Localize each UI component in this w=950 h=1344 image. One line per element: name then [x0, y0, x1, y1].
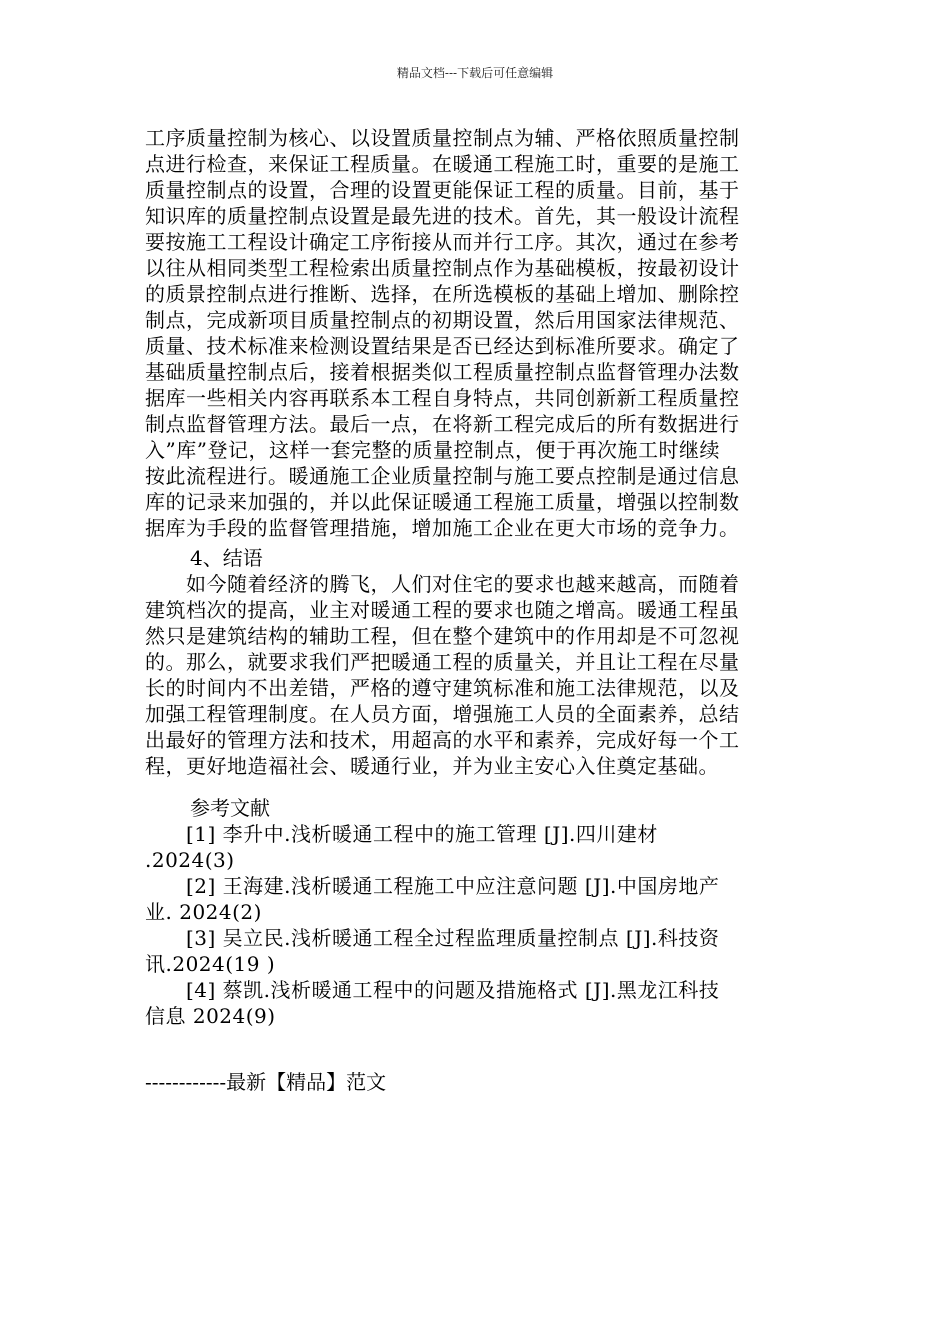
reference-line: [4] 蔡凯.浅析暖通工程中的问题及措施格式 [J].黑龙江科技 — [145, 978, 720, 1002]
references-list — [145, 821, 805, 1029]
reference-line: 信息 2024(9) — [145, 1004, 276, 1028]
text-line: 工序质量控制为核心、以设置质量控制点为辅、严格依照质量控制 — [145, 126, 740, 150]
text-line: 如今随着经济的腾飞，人们对住宅的要求也越来越高，而随着 — [145, 572, 740, 596]
text-line: 然只是建筑结构的辅助工程，但在整个建筑中的作用却是不可忽视 — [145, 624, 740, 648]
text-line: 入”库”登记，这样一套完整的质量控制点，便于再次施工时继续 — [145, 438, 720, 462]
section-heading-conclusion: 4、结语 — [190, 546, 263, 570]
page-header: 精品文档---下载后可任意编辑 — [396, 66, 554, 80]
text-line: 程，更好地造福社会、暖通行业，并为业主安心入住奠定基础。 — [145, 754, 719, 778]
text-line: 质量控制点的设置，合理的设置更能保证工程的质量。目前，基于 — [145, 178, 740, 202]
text-line: 库的记录来加强的，并以此保证暖通工程施工质量，增强以控制数 — [145, 490, 740, 514]
text-line: 建筑档次的提高，业主对暖通工程的要求也随之增高。暖通工程虽 — [145, 598, 740, 622]
paragraph-conclusion — [145, 571, 805, 779]
reference-line: 业. 2024(2) — [145, 900, 262, 924]
text-line: 出最好的管理方法和技术，用超高的水平和素养，完成好每一个工 — [145, 728, 740, 752]
text-line: 点进行检查，来保证工程质量。在暖通工程施工时，重要的是施工 — [145, 152, 740, 176]
text-line: 加强工程管理制度。在人员方面，增强施工人员的全面素养，总结 — [145, 702, 740, 726]
text-line: 制点，完成新项目质量控制点的初期设置，然后用国家法律规范、 — [145, 308, 740, 332]
text-line: 的质景控制点进行推断、选择，在所选模板的基础上增加、删除控 — [145, 282, 740, 306]
references-heading: 参考文献 — [190, 796, 270, 820]
reference-line: 讯.2024(19 ) — [145, 952, 276, 976]
paragraph-quality-control — [145, 125, 805, 541]
text-line: 要按施工工程设计确定工序衔接从而并行工序。其次，通过在参考 — [145, 230, 740, 254]
text-line: 制点监督管理方法。最后一点，在将新工程完成后的所有数据进行 — [145, 412, 740, 436]
footer-text: ------------最新【精品】范文 — [145, 1070, 387, 1094]
text-line: 基础质量控制点后，接着根据类似工程质量控制点监督管理办法数 — [145, 360, 740, 384]
text-line: 知识库的质量控制点设置是最先进的技术。首先，其一般设计流程 — [145, 204, 740, 228]
text-line: 质量、技术标准来检测设置结果是否已经达到标准所要求。确定了 — [145, 334, 740, 358]
text-line: 据库为手段的监督管理措施，增加施工企业在更大市场的竞争力。 — [145, 516, 740, 540]
text-line: 以往从相同类型工程检索出质量控制点作为基础模板，按最初设计 — [145, 256, 740, 280]
reference-line: [2] 王海建.浅析暖通工程施工中应注意问题 [J].中国房地产 — [145, 874, 720, 898]
text-line: 按此流程进行。暖通施工企业质量控制与施工要点控制是通过信息 — [145, 464, 740, 488]
reference-line: [3] 吴立民.浅析暖通工程全过程监理质量控制点 [J].科技资 — [145, 926, 720, 950]
text-line: 的。那么，就要求我们严把暖通工程的质量关，并且让工程在尽量 — [145, 650, 740, 674]
reference-line: [1] 李升中.浅析暖通工程中的施工管理 [J].四川建材 — [145, 822, 658, 846]
text-line: 长的时间内不出差错，严格的遵守建筑标准和施工法律规范，以及 — [145, 676, 740, 700]
text-line: 据库一些相关内容再联系本工程自身特点，共同创新新工程质量控 — [145, 386, 740, 410]
reference-line: .2024(3) — [145, 848, 235, 872]
